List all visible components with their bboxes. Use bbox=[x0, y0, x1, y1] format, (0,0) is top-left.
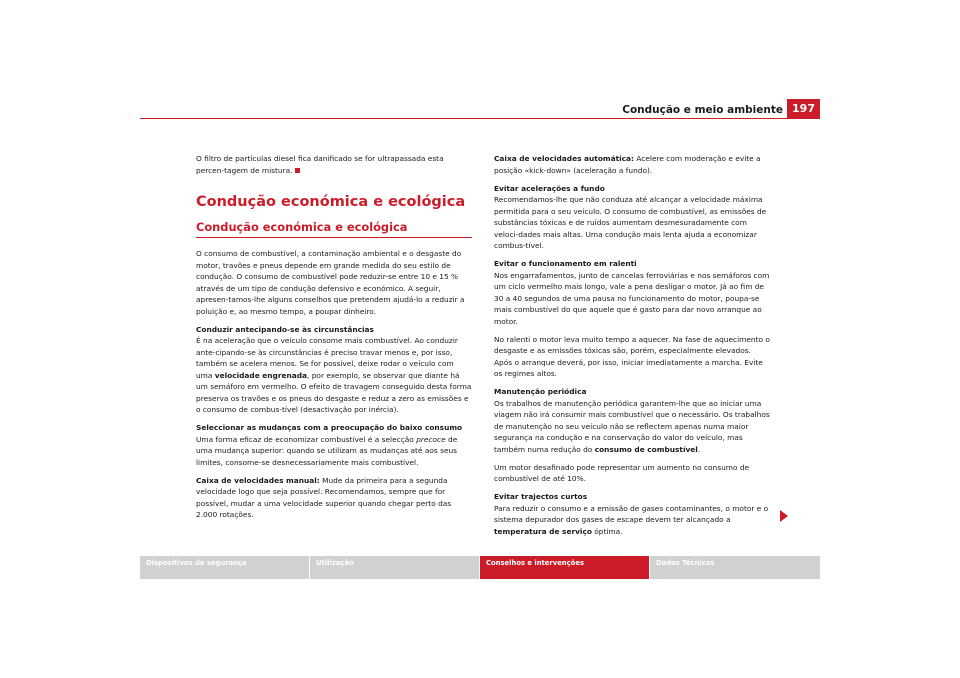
section-heading: Condução económica e ecológica bbox=[196, 220, 472, 238]
text: de uma mudança superior: quando se utilizam as mudanças até aos seus limites, consome-se desnecessariamente mais combustível. bbox=[196, 434, 458, 467]
footer-tab-label: Conselhos e intervenções bbox=[486, 559, 584, 567]
text: É na aceleração que o veículo consome mais combustível. Ao conduzir ante-cipando-se às circunstâncias é preciso travar menos e, por isso, também se acelera menos. Se for possível, deixe rodar o veículo com uma bbox=[196, 336, 458, 380]
text: óptima. bbox=[591, 526, 623, 536]
paragraph-anticipate bbox=[196, 324, 472, 416]
text: Acelere com moderação e evite a posição «kick-down» (aceleração a fundo). bbox=[494, 154, 761, 175]
bold-term: velocidade engrenada bbox=[214, 370, 308, 380]
right-column bbox=[494, 153, 770, 544]
paragraph-manual-gearbox bbox=[196, 475, 472, 521]
next-page-arrow-icon[interactable] bbox=[780, 510, 788, 522]
text: Nos engarrafamentos, junto de cancelas ferroviárias e nos semáforos com um ciclo vermelho mais longo, vale a pena desligar o motor. Já ao fim de 30 a 40 segundos de uma pausa no funcionamento do motor, poupa-se mais combustível do que aquele que é gasto para dar novo arranque ao motor. bbox=[494, 270, 770, 326]
footer-tab-technical-data[interactable] bbox=[650, 556, 820, 579]
text: Recomendamos-lhe que não conduza até alcançar a velocidade máxima permitida para o seu veículo. O consumo de combustível, as emissões de substâncias tóxicas e de ruídos aumentam desmesuradamente com veloci-dades mais altas. Uma condução mais lenta ajuda a economizar combus-tível. bbox=[494, 195, 767, 250]
paragraph-idling-2: No ralenti o motor leva muito tempo a aquecer. Na fase de aquecimento o desgaste e as emissões tóxicas são, porém, especialmente elevados. Após o arranque deverá, por isso, iniciar imediatamente a marcha. Evite os regimes altos. bbox=[494, 334, 770, 378]
text: Para reduzir o consumo e a emissão de gases contaminantes, o motor e o sistema depurador dos gases de escape devem ter alcançado a bbox=[494, 503, 769, 524]
paragraph-idling bbox=[494, 258, 770, 327]
header-rule bbox=[140, 118, 820, 119]
section-end-icon bbox=[295, 168, 300, 173]
paragraph-intro-economy: O consumo de combustível, a contaminação ambiental e o desgaste do motor, travões e pneus depende em grande medida do seu estilo de condução. O consumo de combustível pode reduzir-se entre 10 e 15 % através de um tipo de condução defensivo e económico. A seguir, apresen-tamos-lhe alguns conselhos que pretendem ajudá-lo a reduzir a poluição e, ao mesmo tempo, a poupar dinheiro. bbox=[196, 249, 465, 316]
text: , por exemplo, se observar que diante há um semáforo em vermelho. O efeito de travagem conseguido desta forma preserva os travões e os pneus do desgaste e reduz a zero as emissões e o consumo de combus-tível (desactivação por inércia). bbox=[196, 370, 472, 414]
bold-term: Caixa de velocidades manual: bbox=[196, 475, 320, 485]
text: Os trabalhos de manutenção periódica garantem-lhe que ao iniciar uma viagem não irá consumir mais combustível que o necessário. Os trabalhos de manutenção no seu veículo não se reflectem apenas numa maior segurança na condução e na conservação do valor do veículo, mas também numa redução do bbox=[494, 398, 770, 454]
footer-tab-advice[interactable] bbox=[480, 556, 649, 579]
subheading-anticipate: Conduzir antecipando-se às circunstâncias bbox=[196, 324, 374, 334]
footer-tab-label: Utilização bbox=[316, 559, 354, 567]
subheading-gears: Seleccionar as mudanças com a preocupação do baixo consumo bbox=[196, 423, 463, 432]
left-column bbox=[196, 153, 472, 527]
bold-term: Caixa de velocidades automática: bbox=[494, 154, 634, 163]
footer-tab-label: Dispositivos de segurança bbox=[146, 559, 247, 567]
paragraph-gears bbox=[196, 422, 472, 468]
page-header-title: Condução e meio ambiente bbox=[622, 104, 783, 116]
subheading-idling: Evitar o funcionamento em ralenti bbox=[494, 259, 637, 268]
subheading-full-acceleration: Evitar acelerações a fundo bbox=[494, 183, 605, 193]
paragraph-short-trips bbox=[494, 491, 770, 537]
paragraph-full-acceleration bbox=[494, 183, 770, 252]
paragraph-maintenance-2: Um motor desafinado pode representar um aumento no consumo de combustível de até 10%. bbox=[494, 462, 750, 483]
bold-term: temperatura de serviço bbox=[494, 526, 592, 536]
text: . bbox=[697, 444, 701, 454]
subheading-maintenance: Manutenção periódica bbox=[494, 387, 587, 396]
intro-paragraph bbox=[196, 153, 472, 176]
paragraph-automatic-gearbox bbox=[494, 153, 770, 176]
paragraph-maintenance bbox=[494, 386, 770, 455]
text: Mude da primeira para a segunda velocidade logo que seja possível. Recomendamos, sempre que for possível, mudar a uma velocidade superior quando chegar perto das 2.000 rotações. bbox=[196, 475, 452, 519]
bold-term: consumo de combustível bbox=[594, 444, 698, 454]
footer-tab-usage[interactable] bbox=[310, 556, 479, 579]
subheading-short-trips: Evitar trajectos curtos bbox=[494, 492, 588, 501]
intro-text: O filtro de partículas diesel fica danificado se for ultrapassada esta percen-tagem de mistura. bbox=[196, 154, 444, 175]
italic-term: precoce bbox=[416, 434, 446, 444]
footer-tab-safety[interactable] bbox=[140, 556, 309, 579]
chapter-heading: Condução económica e ecológica bbox=[196, 194, 466, 210]
text: Uma forma eficaz de economizar combustível é a selecção bbox=[196, 434, 417, 444]
page-number: 197 bbox=[787, 99, 820, 118]
footer-tab-label: Dados Técnicos bbox=[656, 559, 715, 567]
